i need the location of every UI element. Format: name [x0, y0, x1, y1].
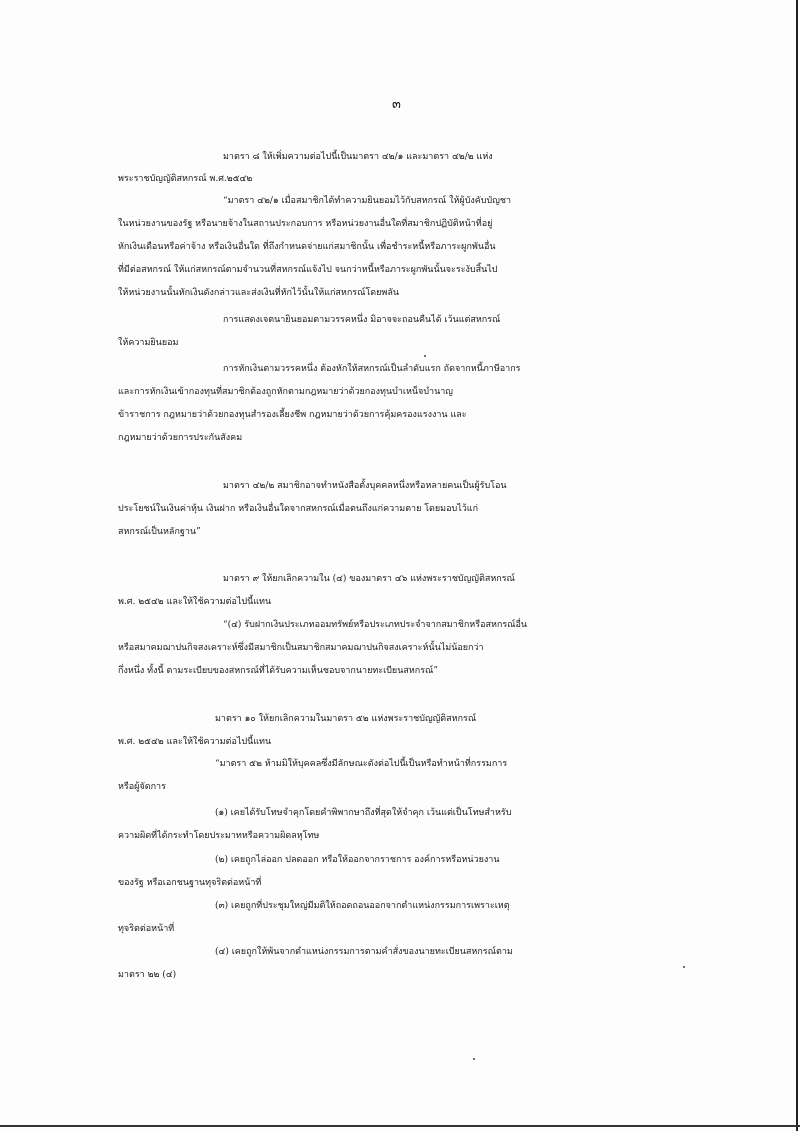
text-line: มาตรา ๙ ให้ยกเลิกความใน (๔) ของมาตรา ๔๖ แห่งพระราชบัญญัติสหกรณ์ [223, 574, 515, 584]
text-line: หักเงินเดือนหรือค่าจ้าง หรือเงินอื่นใด ที่ถึงกำหนดจ่ายแก่สมาชิกนั้น เพื่อชำระหนี้หรือภาระผูกพันอื่น [118, 242, 496, 252]
text-line: พ.ศ. ๒๕๔๒ และให้ใช้ความต่อไปนี้แทน [118, 597, 272, 607]
text-line: มาตรา ๒๒ (๔) [118, 970, 177, 980]
text-line: (๑) เคยได้รับโทษจำคุกโดยคำพิพากษาถึงที่สุดให้จำคุก เว้นแต่เป็นโทษสำหรับ [215, 808, 512, 818]
text-line: ที่มีต่อสหกรณ์ ให้แก่สหกรณ์ตามจำนวนที่สหกรณ์แจ้งไป จนกว่าหนี้หรือภาระผูกพันนั้นจะระงับสิ้นไป [118, 265, 498, 275]
text-line: กฎหมายว่าด้วยการประกันสังคม [118, 433, 243, 443]
text-line: การหักเงินตามวรรคหนึ่ง ต้องหักให้สหกรณ์เป็นลำดับแรก ถัดจากหนี้ภาษีอากร [223, 364, 521, 374]
text-line: ข้าราชการ กฎหมายว่าด้วยกองทุนสำรองเลี้ยงชีพ กฎหมายว่าด้วยการคุ้มครองแรงงาน และ [118, 410, 467, 420]
text-line: ในหน่วยงานของรัฐ หรือนายจ้างในสถานประกอบการ หรือหน่วยงานอื่นใดที่สมาชิกปฏิบัติหน้าที่อยู่ [118, 219, 493, 229]
text-line: มาตรา ๔๒/๒ สมาชิกอาจทำหนังสือตั้งบุคคลหนึ่งหรือหลายคนเป็นผู้รับโอน [223, 481, 507, 491]
text-line: หรือผู้จัดการ [118, 782, 166, 792]
text-line: (๒) เคยถูกไล่ออก ปลดออก หรือให้ออกจากราชการ องค์การหรือหน่วยงาน [215, 855, 500, 865]
text-line: ให้ความยินยอม [118, 338, 179, 348]
text-line: หรือสมาคมฌาปนกิจสงเคราะห์ซึ่งมีสมาชิกเป็นสมาชิกสมาคมฌาปนกิจสงเคราะห์นั้นไม่น้อยกว่า [118, 643, 484, 653]
scan-speck [424, 355, 426, 357]
text-line: มาตรา ๑๐ ให้ยกเลิกความในมาตรา ๕๒ แห่งพระราชบัญญัติสหกรณ์ [215, 714, 477, 724]
text-line: สหกรณ์เป็นหลักฐาน” [118, 527, 201, 537]
text-line: และการหักเงินเข้ากองทุนที่สมาชิกต้องถูกหักตามกฎหมายว่าด้วยกองทุนบำเหน็จบำนาญ [118, 387, 453, 397]
text-line: ทุจริตต่อหน้าที่ [118, 924, 175, 934]
text-line: “มาตรา ๕๒ ห้ามมิให้บุคคลซึ่งมีลักษณะดังต่อไปนี้เป็นหรือทำหน้าที่กรรมการ [215, 759, 508, 769]
text-line: มาตรา ๘ ให้เพิ่มความต่อไปนี้เป็นมาตรา ๔๒/๑ และมาตรา ๔๒/๒ แห่ง [223, 152, 493, 162]
text-line: พระราชบัญญัติสหกรณ์ พ.ศ.๒๕๔๒ [118, 174, 253, 184]
text-line: ของรัฐ หรือเอกชนฐานทุจริตต่อหน้าที่ [118, 878, 262, 888]
text-line: กึ่งหนึ่ง ทั้งนี้ ตามระเบียบของสหกรณ์ที่ได้รับความเห็นชอบจากนายทะเบียนสหกรณ์” [118, 666, 439, 676]
text-line: พ.ศ. ๒๕๔๒ และให้ใช้ความต่อไปนี้แทน [118, 737, 272, 747]
scan-edge-bottom [0, 1125, 800, 1127]
text-line: “(๔) รับฝากเงินประเภทออมทรัพย์หรือประเภทประจำจากสมาชิกหรือสหกรณ์อื่น [223, 620, 528, 630]
text-line: ให้หน่วยงานนั้นหักเงินดังกล่าวและส่งเงินที่หักไว้นั้นให้แก่สหกรณ์โดยพลัน [118, 288, 400, 298]
scan-speck [473, 1058, 475, 1060]
text-line: ความผิดที่ได้กระทำโดยประมาทหรือความผิดลหุโทษ [118, 831, 320, 841]
text-line: (๓) เคยถูกที่ประชุมใหญ่มีมติให้ถอดถอนออกจากตำแหน่งกรรมการเพราะเหตุ [215, 901, 510, 911]
text-line: (๔) เคยถูกให้พ้นจากตำแหน่งกรรมการตามคำสั่งของนายทะเบียนสหกรณ์ตาม [215, 947, 513, 957]
text-line: ประโยชน์ในเงินค่าหุ้น เงินฝาก หรือเงินอื่นใดจากสหกรณ์เมื่อตนถึงแก่ความตาย โดยมอบไว้แก่ [118, 504, 479, 514]
page-number: ๓ [392, 97, 401, 112]
text-line: การแสดงเจตนายินยอมตามวรรคหนึ่ง มิอาจจะถอนคืนได้ เว้นแต่สหกรณ์ [223, 315, 501, 325]
text-line: “มาตรา ๔๒/๑ เมื่อสมาชิกได้ทำความยินยอมไว้กับสหกรณ์ ให้ผู้บังคับบัญชา [223, 196, 512, 206]
